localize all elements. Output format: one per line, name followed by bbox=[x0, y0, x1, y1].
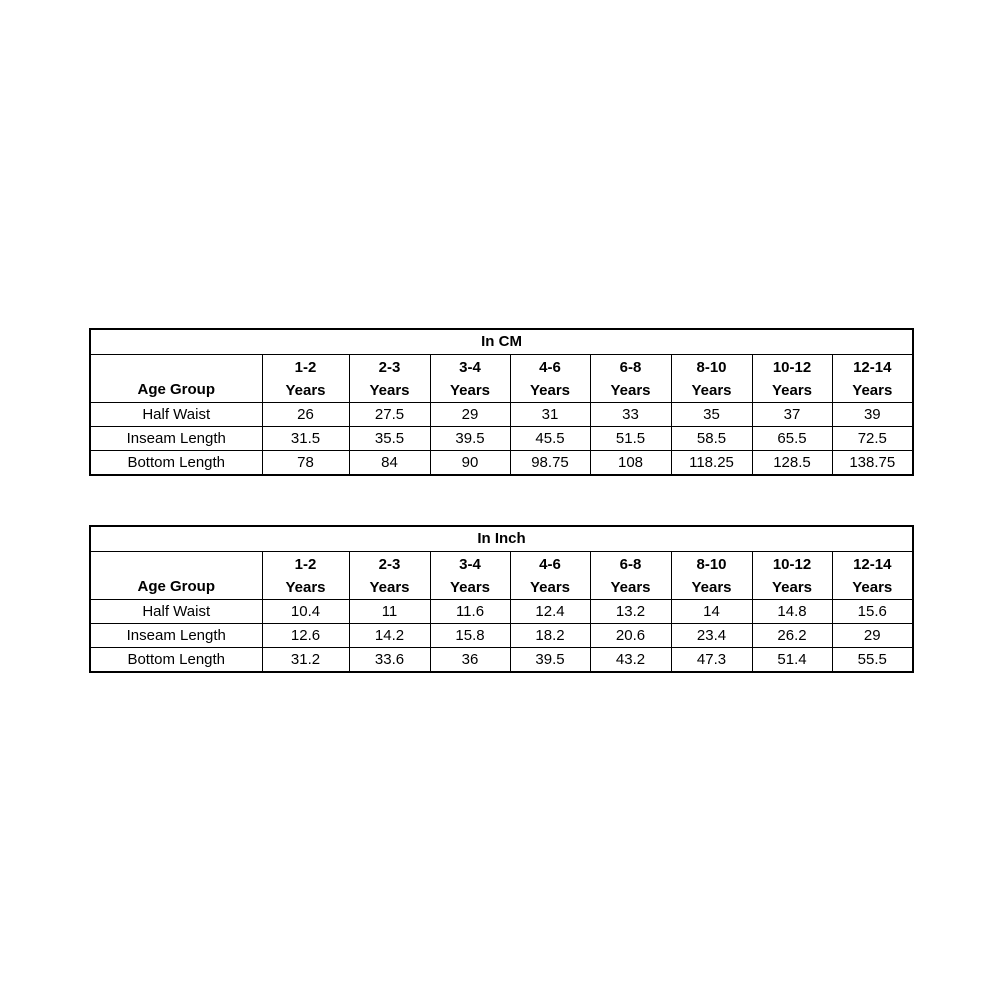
column-header-unit: Years bbox=[449, 381, 491, 399]
age-group-header: Age Group bbox=[90, 355, 262, 403]
column-header-range: 2-3 bbox=[378, 358, 401, 376]
table-title-row bbox=[90, 526, 913, 552]
column-header-unit: Years bbox=[852, 381, 893, 399]
column-header-range: 8-10 bbox=[696, 358, 727, 376]
table-cell: 26.2 bbox=[752, 624, 832, 648]
table-cell: 29 bbox=[430, 403, 510, 427]
column-header-unit: Years bbox=[369, 381, 410, 399]
column-header-range: 2-3 bbox=[378, 555, 401, 573]
column-header-unit: Years bbox=[691, 381, 732, 399]
table-cell: 31.2 bbox=[262, 648, 349, 673]
table-cell: 84 bbox=[349, 451, 430, 476]
table-title-row bbox=[90, 329, 913, 355]
row-label: Inseam Length bbox=[90, 427, 262, 451]
column-header-range: 12-14 bbox=[853, 555, 892, 573]
column-header bbox=[590, 552, 671, 600]
column-header-range: 12-14 bbox=[853, 358, 892, 376]
column-header bbox=[430, 552, 510, 600]
column-header-range: 4-6 bbox=[539, 555, 561, 573]
table-cell: 108 bbox=[590, 451, 671, 476]
table-cell: 45.5 bbox=[510, 427, 590, 451]
table-cell: 23.4 bbox=[671, 624, 752, 648]
column-header-unit: Years bbox=[610, 381, 651, 399]
table-cell: 33 bbox=[590, 403, 671, 427]
column-header bbox=[832, 552, 913, 600]
column-header-unit: Years bbox=[285, 578, 326, 596]
age-group-header: Age Group bbox=[90, 552, 262, 600]
table-cell: 35.5 bbox=[349, 427, 430, 451]
column-header-unit: Years bbox=[771, 578, 813, 596]
table-cell: 35 bbox=[671, 403, 752, 427]
column-header-range: 6-8 bbox=[619, 555, 642, 573]
table-cell: 128.5 bbox=[752, 451, 832, 476]
row-label: Bottom Length bbox=[90, 648, 262, 673]
column-header-unit: Years bbox=[529, 381, 571, 399]
column-header bbox=[671, 355, 752, 403]
column-header-range: 3-4 bbox=[459, 358, 481, 376]
column-header bbox=[262, 355, 349, 403]
size-table-inch bbox=[89, 525, 914, 673]
table-cell: 138.75 bbox=[832, 451, 913, 476]
column-header-unit: Years bbox=[691, 578, 732, 596]
table-cell: 31.5 bbox=[262, 427, 349, 451]
table-cell: 14 bbox=[671, 600, 752, 624]
size-table-cm bbox=[89, 328, 914, 476]
table-cell: 51.4 bbox=[752, 648, 832, 673]
row-label: Inseam Length bbox=[90, 624, 262, 648]
column-header-range: 10-12 bbox=[772, 555, 812, 573]
column-header-range: 8-10 bbox=[696, 555, 727, 573]
column-header-unit: Years bbox=[852, 578, 893, 596]
column-header bbox=[349, 355, 430, 403]
table-cell: 78 bbox=[262, 451, 349, 476]
table-cell: 13.2 bbox=[590, 600, 671, 624]
table-row bbox=[90, 648, 913, 673]
table-cell: 33.6 bbox=[349, 648, 430, 673]
column-header-range: 3-4 bbox=[459, 555, 481, 573]
table-cell: 15.6 bbox=[832, 600, 913, 624]
table-cell: 26 bbox=[262, 403, 349, 427]
table-cell: 27.5 bbox=[349, 403, 430, 427]
table-cell: 14.2 bbox=[349, 624, 430, 648]
table-cell: 43.2 bbox=[590, 648, 671, 673]
table-title: In Inch bbox=[90, 526, 913, 552]
column-header bbox=[752, 355, 832, 403]
column-header bbox=[430, 355, 510, 403]
table-cell: 15.8 bbox=[430, 624, 510, 648]
table-row bbox=[90, 600, 913, 624]
table-cell: 11.6 bbox=[430, 600, 510, 624]
table-cell: 36 bbox=[430, 648, 510, 673]
column-header-unit: Years bbox=[771, 381, 813, 399]
column-header bbox=[262, 552, 349, 600]
table-cell: 11 bbox=[349, 600, 430, 624]
table-cell: 51.5 bbox=[590, 427, 671, 451]
table-cell: 37 bbox=[752, 403, 832, 427]
column-header bbox=[510, 552, 590, 600]
column-header-range: 10-12 bbox=[772, 358, 812, 376]
table-cell: 39.5 bbox=[510, 648, 590, 673]
column-header bbox=[671, 552, 752, 600]
table-cell: 118.25 bbox=[671, 451, 752, 476]
table-cell: 10.4 bbox=[262, 600, 349, 624]
column-header-range: 1-2 bbox=[294, 358, 317, 376]
table-cell: 55.5 bbox=[832, 648, 913, 673]
table-cell: 20.6 bbox=[590, 624, 671, 648]
table-cell: 98.75 bbox=[510, 451, 590, 476]
table-cell: 72.5 bbox=[832, 427, 913, 451]
column-header bbox=[832, 355, 913, 403]
column-header-unit: Years bbox=[529, 578, 571, 596]
table-cell: 18.2 bbox=[510, 624, 590, 648]
row-label: Half Waist bbox=[90, 600, 262, 624]
column-header bbox=[349, 552, 430, 600]
table-header-row bbox=[90, 552, 913, 600]
table-cell: 90 bbox=[430, 451, 510, 476]
column-header-range: 6-8 bbox=[619, 358, 642, 376]
table-cell: 65.5 bbox=[752, 427, 832, 451]
table-row bbox=[90, 427, 913, 451]
table-cell: 31 bbox=[510, 403, 590, 427]
column-header-unit: Years bbox=[449, 578, 491, 596]
column-header-range: 1-2 bbox=[294, 555, 317, 573]
column-header-unit: Years bbox=[285, 381, 326, 399]
column-header-unit: Years bbox=[369, 578, 410, 596]
row-label: Half Waist bbox=[90, 403, 262, 427]
table-header-row bbox=[90, 355, 913, 403]
table-cell: 12.4 bbox=[510, 600, 590, 624]
table-cell: 29 bbox=[832, 624, 913, 648]
table-cell: 12.6 bbox=[262, 624, 349, 648]
table-title: In CM bbox=[90, 329, 913, 355]
table-cell: 14.8 bbox=[752, 600, 832, 624]
column-header bbox=[590, 355, 671, 403]
column-header bbox=[510, 355, 590, 403]
table-row bbox=[90, 624, 913, 648]
table-row bbox=[90, 403, 913, 427]
column-header-unit: Years bbox=[610, 578, 651, 596]
table-cell: 39.5 bbox=[430, 427, 510, 451]
column-header bbox=[752, 552, 832, 600]
table-cell: 39 bbox=[832, 403, 913, 427]
table-row bbox=[90, 451, 913, 476]
column-header-range: 4-6 bbox=[539, 358, 561, 376]
row-label: Bottom Length bbox=[90, 451, 262, 476]
table-cell: 47.3 bbox=[671, 648, 752, 673]
table-cell: 58.5 bbox=[671, 427, 752, 451]
